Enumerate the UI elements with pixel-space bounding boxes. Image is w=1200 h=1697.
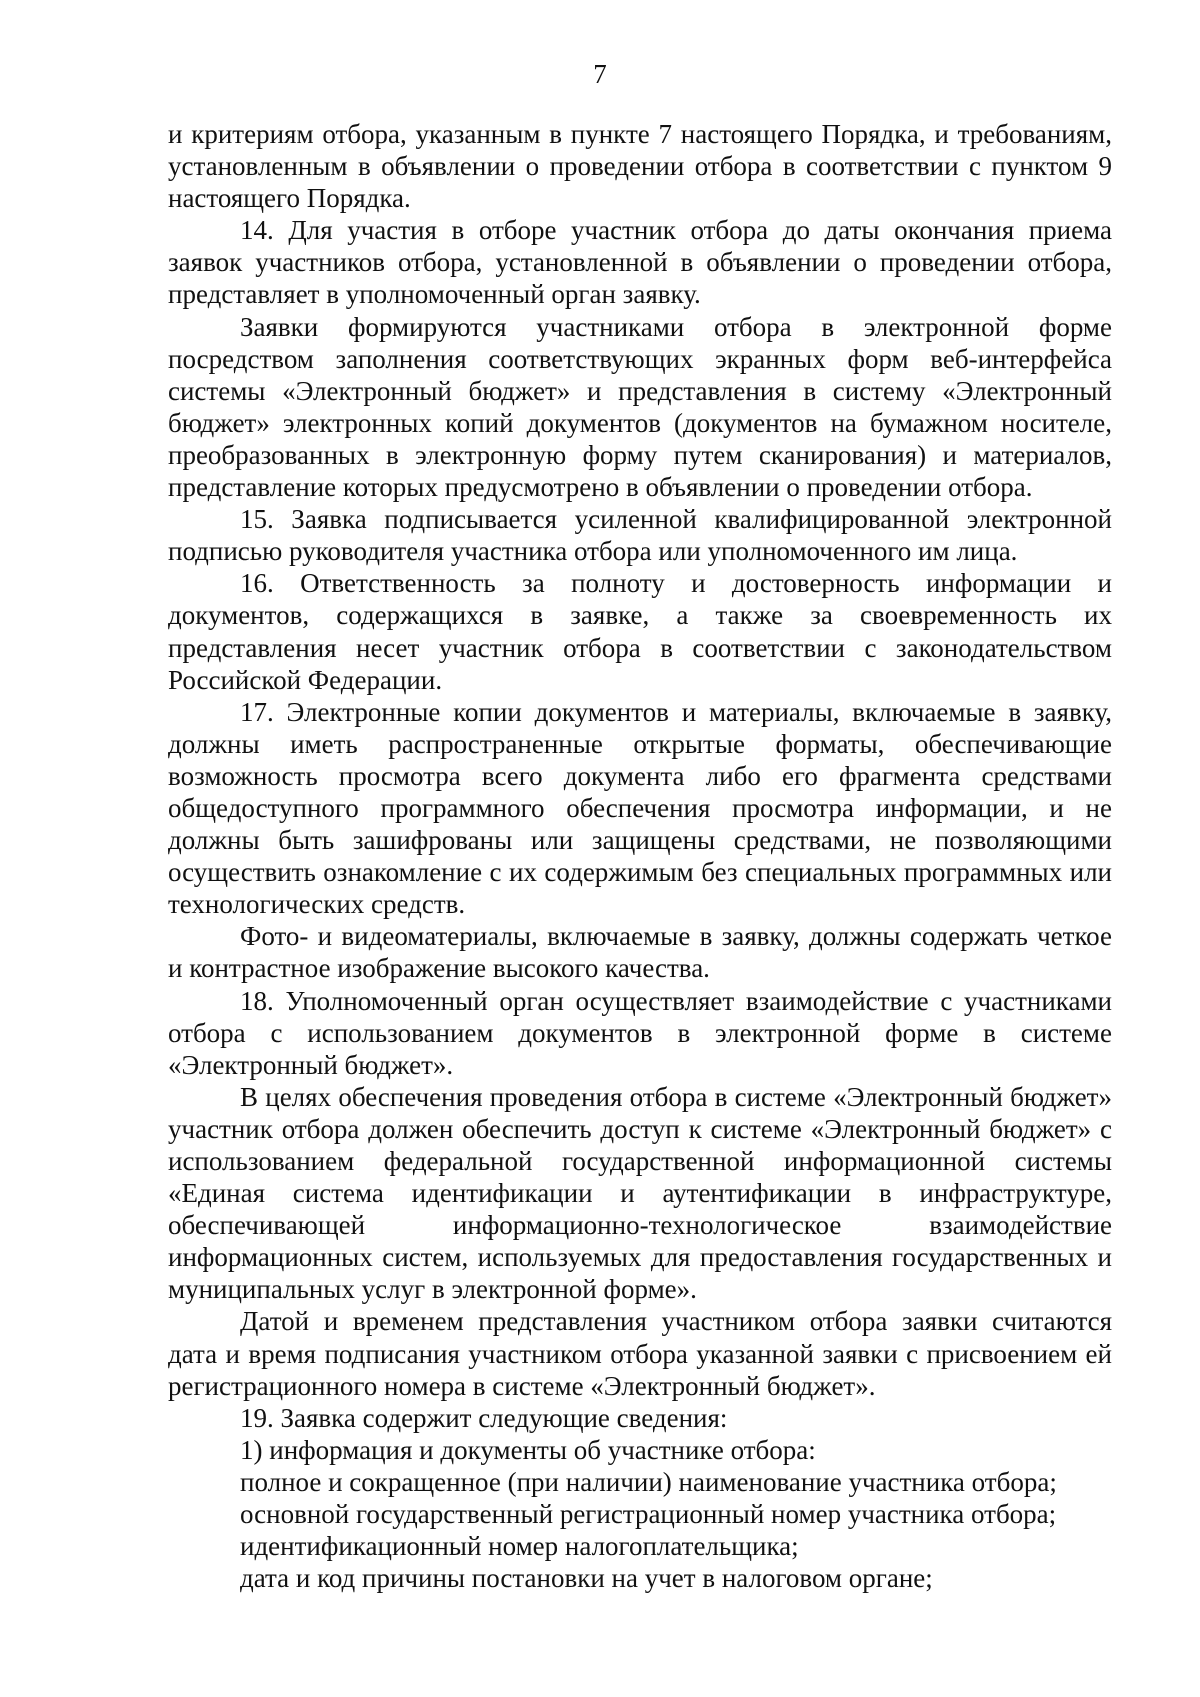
paragraph-17-media: Фото- и видеоматериалы, включаемые в заявку, должны содержать четкое и контрастное изображение высокого качества.	[168, 921, 1112, 984]
paragraph-continuation: и критериям отбора, указанным в пункте 7 настоящего Порядка, и требованиям, установленным в объявлении о проведении отбора в соответствии с пунктом 9 настоящего Порядка.	[168, 119, 1112, 214]
list-item-participant-info: 1) информация и документы об участнике отбора:	[240, 1434, 816, 1465]
paragraph-19: 19. Заявка содержит следующие сведения:	[240, 1402, 728, 1433]
list-item-inn: идентификационный номер налогоплательщика;	[240, 1531, 799, 1562]
paragraph-15: 15. Заявка подписывается усиленной квалифицированной электронной подписью руководителя участника отбора или уполномоченного им лица.	[168, 504, 1112, 567]
paragraph-17: 17. Электронные копии документов и материалы, включаемые в заявку, должны иметь распространенные открытые форматы, обеспечивающие возможность просмотра всего документа либо его фрагмента средствами общедоступного программного обеспечения просмотра информации, и не должны быть зашифрованы или защищены средствами, не позволяющими осуществить ознакомление с их содержимым без специальных программных или технологических средств.	[168, 696, 1112, 920]
paragraph-18-datetime: Датой и временем представления участником отбора заявки считаются дата и время подписания участником отбора указанной заявки с присвоением ей регистрационного номера в системе «Электронный бюджет».	[168, 1306, 1112, 1401]
paragraph-18: 18. Уполномоченный орган осуществляет взаимодействие с участниками отбора с использованием документов в электронной форме в системе «Электронный бюджет».	[168, 985, 1112, 1080]
paragraph-14-applications: Заявки формируются участниками отбора в электронной форме посредством заполнения соответствующих экранных форм веб-интерфейса системы «Электронный бюджет» и представления в систему «Электронный бюджет» электронных копий документов (документов на бумажном носителе, преобразованных в электронную форму путем сканирования) и материалов, представление которых предусмотрено в объявлении о проведении отбора.	[168, 311, 1112, 503]
list-item-name: полное и сокращенное (при наличии) наименование участника отбора;	[240, 1466, 1057, 1497]
paragraph-14: 14. Для участия в отборе участник отбора до даты окончания приема заявок участников отбора, установленной в объявлении о проведении отбора, представляет в уполномоченный орган заявку.	[168, 215, 1112, 310]
page-number: 7	[593, 59, 607, 89]
document-body	[168, 118, 1112, 1594]
paragraph-16: 16. Ответственность за полноту и достоверность информации и документов, содержащихся в заявке, а также за своевременность их представления несет участник отбора в соответствии с законодательством Российской Федерации.	[168, 568, 1112, 695]
list-item-tax-registration: дата и код причины постановки на учет в налоговом органе;	[240, 1563, 933, 1594]
list-item-ogrn: основной государственный регистрационный номер участника отбора;	[240, 1499, 1057, 1530]
paragraph-18-access: В целях обеспечения проведения отбора в системе «Электронный бюджет» участник отбора должен обеспечить доступ к системе «Электронный бюджет» с использованием федеральной государственной информационной системы «Единая система идентификации и аутентификации в инфраструктуре, обеспечивающей информационно-технологическое взаимодействие информационных систем, используемых для предоставления государственных и муниципальных услуг в электронной форме».	[168, 1081, 1112, 1305]
